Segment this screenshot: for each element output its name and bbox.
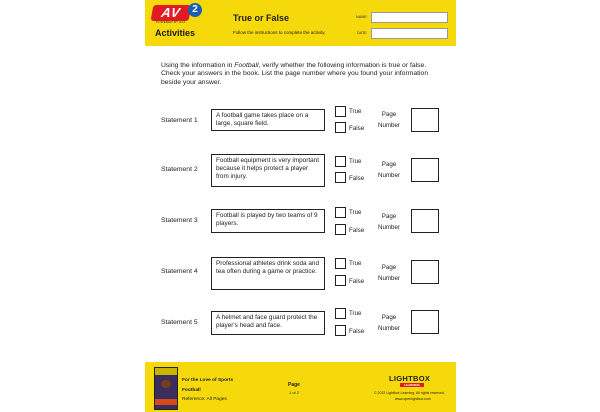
statement-1-label: Statement 1 — [161, 117, 198, 124]
page-label: Page — [288, 382, 300, 388]
book-name: Football — [182, 388, 201, 393]
statement-2-false-checkbox[interactable] — [335, 172, 346, 183]
lightbox-sub: LEARNING — [400, 383, 424, 387]
statement-2-true-checkbox[interactable] — [335, 156, 346, 167]
statement-5-true-label: True — [349, 310, 362, 317]
statement-1-text: A football game takes place on a large, square field. — [211, 109, 325, 131]
statement-3-true-label: True — [349, 209, 362, 216]
statement-4-true-checkbox[interactable] — [335, 258, 346, 269]
statement-5-label: Statement 5 — [161, 319, 198, 326]
name-label: NAME — [356, 15, 367, 19]
book-cover-image — [154, 367, 178, 410]
av2-logo — [152, 5, 202, 23]
name-field[interactable] — [371, 12, 448, 23]
statement-4-false-checkbox[interactable] — [335, 275, 346, 286]
page-subtitle: Follow the instructions to complete the activity. — [233, 30, 326, 35]
football-icon — [161, 380, 171, 388]
statement-4-true-label: True — [349, 260, 362, 267]
statement-1-false-checkbox[interactable] — [335, 122, 346, 133]
statement-1-true-checkbox[interactable] — [335, 106, 346, 117]
lightbox-logo: LIGHTBOX — [389, 374, 431, 383]
instructions: Using the information in Football, verify whether the following information is true or false. Check your answers in the book. List the page number where you found your information beside your answer. — [161, 62, 429, 86]
reference: Reference: All Pages — [182, 397, 227, 402]
date-field[interactable] — [371, 28, 448, 39]
logo-superscript: 2 — [188, 3, 202, 17]
statement-3-label: Statement 3 — [161, 217, 198, 224]
statement-4-false-label: False — [349, 278, 365, 285]
section-label: Activities — [155, 28, 196, 38]
statement-2-page-input[interactable] — [411, 158, 439, 182]
statement-5-page-label: Page Number — [377, 314, 400, 332]
statement-5-false-label: False — [349, 328, 365, 335]
statement-5-true-checkbox[interactable] — [335, 308, 346, 319]
statement-3-false-checkbox[interactable] — [335, 224, 346, 235]
statement-4-page-input[interactable] — [411, 260, 439, 284]
statement-5-text: A helmet and face guard protect the player's head and face. — [211, 311, 325, 335]
date-label: DATE — [357, 31, 367, 35]
statement-1-false-label: False — [349, 125, 365, 132]
logo-tagline: POWERED BY AV2 — [156, 20, 186, 24]
copyright: © 2022 Lightbox Learning. All rights reserved. — [374, 391, 445, 395]
page-count: 1 of 2 — [289, 390, 300, 395]
statement-2-label: Statement 2 — [161, 166, 198, 173]
statement-1-page-input[interactable] — [411, 108, 439, 132]
statement-2-page-label: Page Number — [377, 161, 400, 179]
statement-2-text: Football equipment is very important because it helps protect a player from injury. — [211, 154, 325, 187]
statement-3-false-label: False — [349, 227, 365, 234]
series-title: For the Love of Sports — [182, 378, 234, 383]
statement-1-page-label: Page Number — [377, 111, 400, 129]
statement-4-page-label: Page Number — [377, 264, 400, 282]
statement-3-text: Football is played by two teams of 9 players. — [211, 209, 325, 233]
statement-2-true-label: True — [349, 158, 362, 165]
footer-band — [145, 362, 456, 412]
book-title: Football — [234, 62, 259, 69]
statement-4-text: Professional athletes drink soda and tea often during a game or practice. — [211, 257, 325, 290]
statement-3-true-checkbox[interactable] — [335, 207, 346, 218]
statement-3-page-input[interactable] — [411, 209, 439, 233]
logo-text: AV — [160, 5, 182, 20]
statement-4-label: Statement 4 — [161, 268, 198, 275]
statement-5-page-input[interactable] — [411, 310, 439, 334]
website-url: www.openlightbox.com — [395, 397, 431, 401]
statement-5-false-checkbox[interactable] — [335, 325, 346, 336]
statement-2-false-label: False — [349, 175, 365, 182]
worksheet — [145, 0, 456, 412]
statement-3-page-label: Page Number — [377, 213, 400, 231]
header-band — [145, 0, 456, 46]
statement-1-true-label: True — [349, 108, 362, 115]
page-title: True or False — [233, 13, 290, 23]
